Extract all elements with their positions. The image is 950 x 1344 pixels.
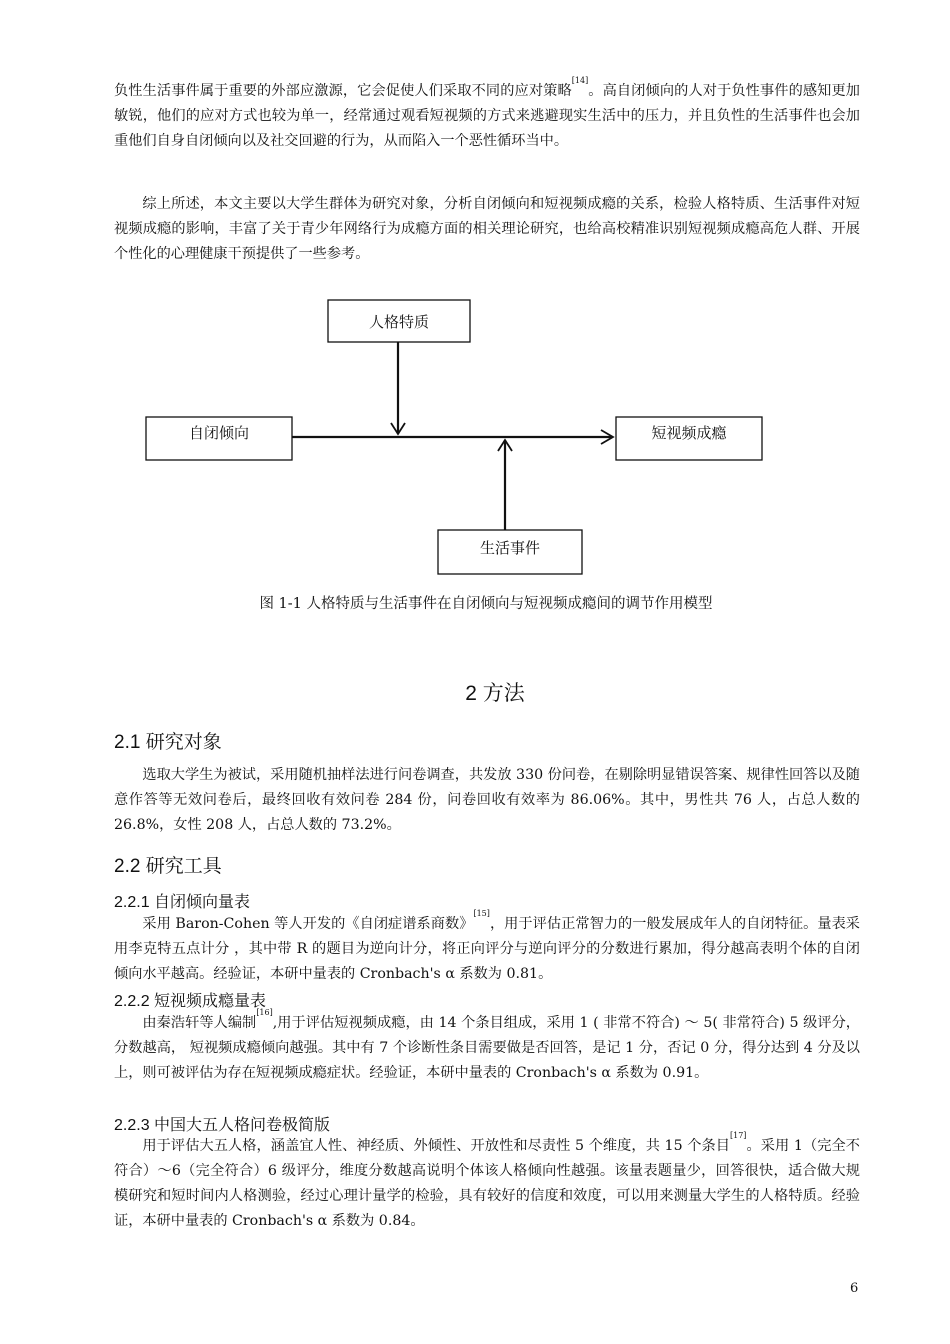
moderation-model-diagram: [0, 0, 950, 620]
body-text: 。采用 1（完全不符合）～6（完全符合）6 级评分，维度分数越高说明个体该人格倾向性越强。该量表题量少，回答很快，适合做大规模研究和短时间内人格测验，经过心理计量学的检验，具有较好的信度和效度，可以用来测量大学生的人格特质。经验证，本研中量表的 Cronbach's α 系数为 0.84。: [114, 1138, 860, 1229]
citation[interactable]: [16]: [256, 1008, 273, 1017]
intro-paragraph-2: 综上所述，本文主要以大学生群体为研究对象，分析自闭倾向和短视频成瘾的关系，检验人格特质、生活事件对短视频成瘾的影响，丰富了关于青少年网络行为成瘾方面的相关理论研究，也给高校精准识别短视频成瘾高危人群、开展个性化的心理健康干预提供了一些参考。: [114, 196, 860, 262]
subsection-2-1-title: 2.1 研究对象: [114, 732, 222, 753]
body-text: ，用于评估正常智力的一般发展成年人的自闭特征。量表采用李克特五点计分 ，其中带 R 的题目为逆向计分，将正向评分与逆向评分的分数进行累加，得分越高表明个体的自闭倾向水平越高。经验证，本研中量表的 Cronbach's α 系数为 0.81。: [114, 916, 860, 982]
intro-text: 负性生活事件属于重要的外部应激源，它会促使人们采取不同的应对策略: [114, 83, 572, 99]
subsection-2-2-3-title: 2.2.3 中国大五人格问卷极简版: [114, 1117, 331, 1134]
subsection-2-2-3-text: [114, 1131, 860, 1234]
figure-caption: 图 1-1 人格特质与生活事件在自闭倾向与短视频成瘾间的调节作用模型: [259, 596, 713, 612]
body-text: 用于评估大五人格，涵盖宜人性、神经质、外倾性、开放性和尽责性 5 个维度，共 15 个条目: [142, 1138, 730, 1154]
subsection-2-2-1-title: 2.2.1 自闭倾向量表: [114, 894, 251, 911]
subsection-2-2-title: 2.2 研究工具: [114, 856, 222, 877]
main-arrow: [292, 430, 613, 444]
section-title: 2 方法: [465, 682, 525, 705]
node-addiction-label: 短视频成瘾: [651, 424, 727, 442]
page-number: 6: [850, 1281, 859, 1296]
body-text: 由秦浩轩等人编制: [142, 1015, 257, 1031]
subsection-2-2-2-title: 2.2.2 短视频成瘾量表: [114, 993, 267, 1010]
personality-moderation-arrow: [391, 342, 405, 434]
subsection-2-2-2-text: [114, 1008, 860, 1086]
citation[interactable]: [14]: [571, 76, 589, 85]
citation[interactable]: [17]: [730, 1131, 747, 1140]
intro-text: 。高自闭倾向的人对于负性事件的感知更加敏锐，他们的应对方式也较为单一，经常通过观看短视频的方式来逃避现实生活中的压力，并且负性的生活事件也会加重他们自身自闭倾向以及社交回避的行为，从而陷入一个恶性循环当中。: [114, 83, 860, 149]
body-text: ,用于评估短视频成瘾，由 14 个条目组成，采用 1 ( 非常不符合) ～ 5( 非常符合) 5 级评分，分数越高， 短视频成瘾倾向越强。其中有 7 个诊断性条目需要做是否回答，是记 1 分，否记 0 分，得分达到 4 分及以上，则可被评估为存在短视频成瘾症状。经验证，本研中量表的 Cronbach's α 系数为 0.91。: [114, 1015, 860, 1081]
subsection-2-1-text: 选取大学生为被试，采用随机抽样法进行问卷调查，共发放 330 份问卷，在剔除明显错误答案、规律性回答以及随意作答等无效问卷后，最终回收有效问卷 284 份，问卷回收有效率为 86.06%。其中，男性共 76 人，占总人数的 26.8%，女性 208 人，占总人数的 73.2%。: [114, 767, 860, 833]
body-text: 采用 Baron-Cohen 等人开发的《自闭症谱系商数》: [142, 916, 474, 932]
node-life-events-label: 生活事件: [479, 539, 541, 557]
citation[interactable]: [15]: [473, 909, 490, 918]
subsection-2-2-1-text: [114, 909, 860, 987]
node-personality-label: 人格特质: [368, 313, 430, 331]
life-events-moderation-arrow: [498, 440, 512, 530]
node-autism-label: 自闭倾向: [188, 424, 250, 442]
